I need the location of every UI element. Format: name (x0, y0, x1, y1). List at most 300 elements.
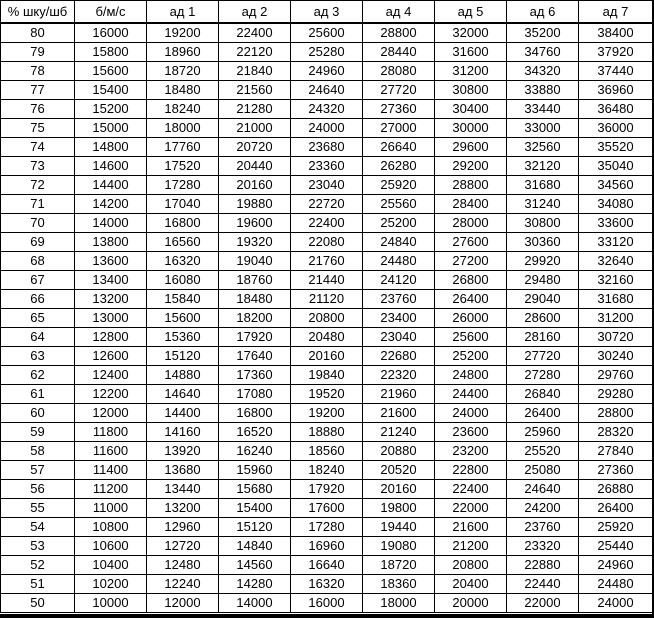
table-cell: 25200 (435, 347, 507, 366)
table-cell: 24120 (363, 271, 435, 290)
table-cell: 36960 (579, 81, 653, 100)
table-cell: 22880 (507, 556, 579, 575)
table-cell: 22080 (291, 233, 363, 252)
table-cell: 14400 (147, 404, 219, 423)
table-cell: 23040 (363, 328, 435, 347)
table-cell: 30800 (507, 214, 579, 233)
table-cell: 10600 (75, 537, 147, 556)
table-cell: 25560 (363, 195, 435, 214)
table-cell: 21440 (291, 271, 363, 290)
table-row (1, 252, 653, 271)
table-cell: 30240 (579, 347, 653, 366)
table-cell: 21600 (363, 404, 435, 423)
table-cell: 30400 (435, 100, 507, 119)
table-row (1, 214, 653, 233)
table-cell: 15360 (147, 328, 219, 347)
table-cell: 36480 (579, 100, 653, 119)
table-cell: 29920 (507, 252, 579, 271)
table-cell: 16000 (75, 23, 147, 43)
table-cell: 18480 (147, 81, 219, 100)
table-cell: 29760 (579, 366, 653, 385)
table-cell: 20800 (435, 556, 507, 575)
table-row (1, 81, 653, 100)
table-cell: 24200 (507, 499, 579, 518)
table-cell: 28800 (435, 176, 507, 195)
row-label-cell: 50 (1, 594, 75, 613)
table-cell: 18720 (363, 556, 435, 575)
table-cell: 28440 (363, 43, 435, 62)
table-cell: 30000 (435, 119, 507, 138)
table-cell: 18480 (219, 290, 291, 309)
table-cell: 30720 (579, 328, 653, 347)
table-cell: 26400 (507, 404, 579, 423)
table-cell: 32640 (579, 252, 653, 271)
table-cell: 28800 (363, 23, 435, 43)
table-cell: 17280 (291, 518, 363, 537)
table-cell: 23760 (507, 518, 579, 537)
table-cell: 23360 (291, 157, 363, 176)
table-cell: 15200 (75, 100, 147, 119)
table-cell: 31200 (579, 309, 653, 328)
table-cell: 17280 (147, 176, 219, 195)
table-cell: 11600 (75, 442, 147, 461)
table-cell: 15400 (75, 81, 147, 100)
table-cell: 13800 (75, 233, 147, 252)
table-cell: 15120 (219, 518, 291, 537)
table-cell: 28080 (363, 62, 435, 81)
table-row (1, 119, 653, 138)
row-label-cell: 65 (1, 309, 75, 328)
table-cell: 10000 (75, 594, 147, 613)
table-cell: 27360 (363, 100, 435, 119)
table-cell: 25440 (579, 537, 653, 556)
table-cell: 31200 (435, 62, 507, 81)
table-cell: 23200 (435, 442, 507, 461)
table-row (1, 233, 653, 252)
table-cell: 21200 (435, 537, 507, 556)
table-cell: 20160 (291, 347, 363, 366)
table-cell: 22320 (363, 366, 435, 385)
table-cell: 19040 (219, 252, 291, 271)
row-label-cell: 70 (1, 214, 75, 233)
table-cell: 25600 (435, 328, 507, 347)
table-row (1, 309, 653, 328)
table-cell: 33600 (579, 214, 653, 233)
column-header: ад 5 (435, 1, 507, 24)
table-cell: 32560 (507, 138, 579, 157)
table-cell: 17640 (219, 347, 291, 366)
table-row (1, 100, 653, 119)
table-cell: 21280 (219, 100, 291, 119)
table-cell: 22680 (363, 347, 435, 366)
row-label-cell: 57 (1, 461, 75, 480)
table-cell: 14880 (147, 366, 219, 385)
table-cell: 14560 (219, 556, 291, 575)
table-cell: 14000 (219, 594, 291, 613)
table-cell: 17520 (147, 157, 219, 176)
table-row (1, 62, 653, 81)
table-cell: 19320 (219, 233, 291, 252)
table-cell: 18240 (291, 461, 363, 480)
table-cell: 24480 (579, 575, 653, 594)
table-row (1, 499, 653, 518)
table-cell: 25280 (291, 43, 363, 62)
table-cell: 32120 (507, 157, 579, 176)
table-cell: 11000 (75, 499, 147, 518)
table-cell: 24480 (363, 252, 435, 271)
table-cell: 38400 (579, 23, 653, 43)
row-label-cell: 76 (1, 100, 75, 119)
header-row (1, 1, 653, 24)
table-cell: 18200 (219, 309, 291, 328)
table-cell: 26800 (435, 271, 507, 290)
table-cell: 26640 (363, 138, 435, 157)
row-label-cell: 56 (1, 480, 75, 499)
table-cell: 29600 (435, 138, 507, 157)
table-cell: 22400 (219, 23, 291, 43)
table-cell: 26880 (579, 480, 653, 499)
table-cell: 13680 (147, 461, 219, 480)
table-row (1, 43, 653, 62)
table-cell: 24000 (435, 404, 507, 423)
table-row (1, 271, 653, 290)
table-cell: 19080 (363, 537, 435, 556)
table-cell: 11800 (75, 423, 147, 442)
row-label-cell: 64 (1, 328, 75, 347)
table-cell: 18960 (147, 43, 219, 62)
row-label-cell: 58 (1, 442, 75, 461)
table-cell: 34560 (579, 176, 653, 195)
table-cell: 25200 (363, 214, 435, 233)
column-header: ад 7 (579, 1, 653, 24)
row-label-cell: 62 (1, 366, 75, 385)
table-cell: 29040 (507, 290, 579, 309)
table-cell: 33440 (507, 100, 579, 119)
row-label-cell: 71 (1, 195, 75, 214)
table-cell: 14640 (147, 385, 219, 404)
table-cell: 14200 (75, 195, 147, 214)
table-header (1, 1, 653, 24)
table-cell: 35520 (579, 138, 653, 157)
table-row (1, 556, 653, 575)
table-cell: 16320 (147, 252, 219, 271)
table-cell: 18760 (219, 271, 291, 290)
table-cell: 10200 (75, 575, 147, 594)
table-cell: 22440 (507, 575, 579, 594)
table-cell: 27840 (579, 442, 653, 461)
table-cell: 25080 (507, 461, 579, 480)
table-cell: 31240 (507, 195, 579, 214)
table-cell: 24800 (435, 366, 507, 385)
table-cell: 17760 (147, 138, 219, 157)
table-row (1, 594, 653, 613)
table-cell: 33000 (507, 119, 579, 138)
table-cell: 24400 (435, 385, 507, 404)
table-cell: 11200 (75, 480, 147, 499)
column-header: ад 2 (219, 1, 291, 24)
table-row (1, 347, 653, 366)
table-row (1, 385, 653, 404)
table-cell: 22000 (435, 499, 507, 518)
table-cell: 20720 (219, 138, 291, 157)
row-label-cell: 67 (1, 271, 75, 290)
table-cell: 22720 (291, 195, 363, 214)
table-cell: 20880 (363, 442, 435, 461)
table-row (1, 537, 653, 556)
table-cell: 13920 (147, 442, 219, 461)
table-cell: 30800 (435, 81, 507, 100)
table-cell: 19200 (147, 23, 219, 43)
table-cell: 23760 (363, 290, 435, 309)
table-cell: 27360 (579, 461, 653, 480)
table-row (1, 366, 653, 385)
table-cell: 18000 (147, 119, 219, 138)
table-cell: 16520 (219, 423, 291, 442)
table-cell: 28320 (579, 423, 653, 442)
table-cell: 37920 (579, 43, 653, 62)
table-cell: 13200 (75, 290, 147, 309)
column-header: ад 3 (291, 1, 363, 24)
table-cell: 26400 (435, 290, 507, 309)
table-cell: 12000 (147, 594, 219, 613)
table-cell: 20800 (291, 309, 363, 328)
table-cell: 19880 (219, 195, 291, 214)
table-cell: 19600 (219, 214, 291, 233)
table-cell: 18360 (363, 575, 435, 594)
table-cell: 17360 (219, 366, 291, 385)
table-cell: 24000 (291, 119, 363, 138)
table-body (1, 23, 653, 613)
table-cell: 16240 (219, 442, 291, 461)
table-cell: 34080 (579, 195, 653, 214)
table-cell: 31600 (435, 43, 507, 62)
table-cell: 23400 (363, 309, 435, 328)
table-cell: 24640 (507, 480, 579, 499)
table-cell: 24960 (579, 556, 653, 575)
table-cell: 21120 (291, 290, 363, 309)
table-cell: 21760 (291, 252, 363, 271)
table-cell: 15400 (219, 499, 291, 518)
table-cell: 27200 (435, 252, 507, 271)
table-cell: 15600 (75, 62, 147, 81)
row-label-cell: 78 (1, 62, 75, 81)
table-cell: 36000 (579, 119, 653, 138)
table-cell: 18240 (147, 100, 219, 119)
table-cell: 29280 (579, 385, 653, 404)
table-cell: 12400 (75, 366, 147, 385)
table-row (1, 157, 653, 176)
table-cell: 22000 (507, 594, 579, 613)
table-cell: 23320 (507, 537, 579, 556)
table-cell: 35040 (579, 157, 653, 176)
table-cell: 27720 (363, 81, 435, 100)
row-label-cell: 61 (1, 385, 75, 404)
table-cell: 20400 (435, 575, 507, 594)
table-cell: 16800 (147, 214, 219, 233)
row-label-cell: 75 (1, 119, 75, 138)
table-cell: 16800 (219, 404, 291, 423)
table-cell: 17920 (291, 480, 363, 499)
table-cell: 16320 (291, 575, 363, 594)
table-cell: 15120 (147, 347, 219, 366)
table-cell: 15800 (75, 43, 147, 62)
table-cell: 15680 (219, 480, 291, 499)
table-cell: 14280 (219, 575, 291, 594)
table-cell: 25600 (291, 23, 363, 43)
table-cell: 10800 (75, 518, 147, 537)
table-cell: 27600 (435, 233, 507, 252)
table-cell: 19200 (291, 404, 363, 423)
table-row (1, 195, 653, 214)
table-row (1, 442, 653, 461)
table-cell: 25920 (363, 176, 435, 195)
column-header: ад 6 (507, 1, 579, 24)
table-cell: 29480 (507, 271, 579, 290)
table-cell: 20160 (363, 480, 435, 499)
table-cell: 25960 (507, 423, 579, 442)
table-cell: 17040 (147, 195, 219, 214)
table-cell: 14840 (219, 537, 291, 556)
table-cell: 11400 (75, 461, 147, 480)
table-cell: 20000 (435, 594, 507, 613)
table-cell: 12960 (147, 518, 219, 537)
table-cell: 28160 (507, 328, 579, 347)
row-label-cell: 79 (1, 43, 75, 62)
table-cell: 18560 (291, 442, 363, 461)
table-cell: 16560 (147, 233, 219, 252)
row-label-cell: 72 (1, 176, 75, 195)
table-cell: 37440 (579, 62, 653, 81)
table-cell: 30360 (507, 233, 579, 252)
table-cell: 25520 (507, 442, 579, 461)
table-cell: 34320 (507, 62, 579, 81)
table-cell: 13400 (75, 271, 147, 290)
table-cell: 16000 (291, 594, 363, 613)
table-cell: 13200 (147, 499, 219, 518)
table-cell: 21240 (363, 423, 435, 442)
table-cell: 24960 (291, 62, 363, 81)
table-row (1, 480, 653, 499)
bottom-border (0, 614, 654, 618)
table-cell: 23600 (435, 423, 507, 442)
table-cell: 24840 (363, 233, 435, 252)
row-label-cell: 53 (1, 537, 75, 556)
table-cell: 22800 (435, 461, 507, 480)
table-cell: 31680 (507, 176, 579, 195)
table-cell: 15960 (219, 461, 291, 480)
table-cell: 32000 (435, 23, 507, 43)
table-cell: 24000 (579, 594, 653, 613)
row-label-cell: 73 (1, 157, 75, 176)
table-cell: 20160 (219, 176, 291, 195)
row-label-cell: 77 (1, 81, 75, 100)
row-label-cell: 66 (1, 290, 75, 309)
table-cell: 17600 (291, 499, 363, 518)
table-cell: 19520 (291, 385, 363, 404)
row-label-cell: 51 (1, 575, 75, 594)
table-row (1, 518, 653, 537)
table-cell: 20520 (363, 461, 435, 480)
table-cell: 28400 (435, 195, 507, 214)
table-cell: 28800 (579, 404, 653, 423)
table-row (1, 423, 653, 442)
table-cell: 18880 (291, 423, 363, 442)
table-cell: 18000 (363, 594, 435, 613)
table-cell: 13600 (75, 252, 147, 271)
table-row (1, 404, 653, 423)
table-cell: 32160 (579, 271, 653, 290)
column-header: ад 1 (147, 1, 219, 24)
row-label-cell: 69 (1, 233, 75, 252)
table-row (1, 138, 653, 157)
table-cell: 33880 (507, 81, 579, 100)
row-label-cell: 55 (1, 499, 75, 518)
row-label-cell: 80 (1, 23, 75, 43)
table-cell: 23680 (291, 138, 363, 157)
column-header: % шку/шб (1, 1, 75, 24)
table-cell: 27000 (363, 119, 435, 138)
table-cell: 19840 (291, 366, 363, 385)
table-cell: 14160 (147, 423, 219, 442)
table-cell: 27720 (507, 347, 579, 366)
table-cell: 13440 (147, 480, 219, 499)
row-label-cell: 74 (1, 138, 75, 157)
table-cell: 28000 (435, 214, 507, 233)
table-cell: 15600 (147, 309, 219, 328)
row-label-cell: 60 (1, 404, 75, 423)
table-cell: 20480 (291, 328, 363, 347)
table-cell: 26840 (507, 385, 579, 404)
table-cell: 12240 (147, 575, 219, 594)
table-cell: 17920 (219, 328, 291, 347)
table-cell: 12720 (147, 537, 219, 556)
table-cell: 14400 (75, 176, 147, 195)
table-cell: 14600 (75, 157, 147, 176)
table-cell: 12800 (75, 328, 147, 347)
table-row (1, 176, 653, 195)
table-cell: 12200 (75, 385, 147, 404)
table-cell: 21840 (219, 62, 291, 81)
table-row (1, 328, 653, 347)
row-label-cell: 59 (1, 423, 75, 442)
table-cell: 26000 (435, 309, 507, 328)
table-cell: 21960 (363, 385, 435, 404)
row-label-cell: 54 (1, 518, 75, 537)
table-cell: 21560 (219, 81, 291, 100)
table-cell: 10400 (75, 556, 147, 575)
table-cell: 26280 (363, 157, 435, 176)
table-cell: 12000 (75, 404, 147, 423)
table-cell: 23040 (291, 176, 363, 195)
table-cell: 12480 (147, 556, 219, 575)
table-cell: 20440 (219, 157, 291, 176)
table-cell: 17080 (219, 385, 291, 404)
table-cell: 15000 (75, 119, 147, 138)
row-label-cell: 52 (1, 556, 75, 575)
table-row (1, 290, 653, 309)
table-cell: 22120 (219, 43, 291, 62)
table-cell: 33120 (579, 233, 653, 252)
table-cell: 31680 (579, 290, 653, 309)
row-label-cell: 63 (1, 347, 75, 366)
table-cell: 14800 (75, 138, 147, 157)
table-row (1, 461, 653, 480)
table-cell: 34760 (507, 43, 579, 62)
row-label-cell: 68 (1, 252, 75, 271)
table-cell: 19440 (363, 518, 435, 537)
table-cell: 25920 (579, 518, 653, 537)
table-cell: 16960 (291, 537, 363, 556)
